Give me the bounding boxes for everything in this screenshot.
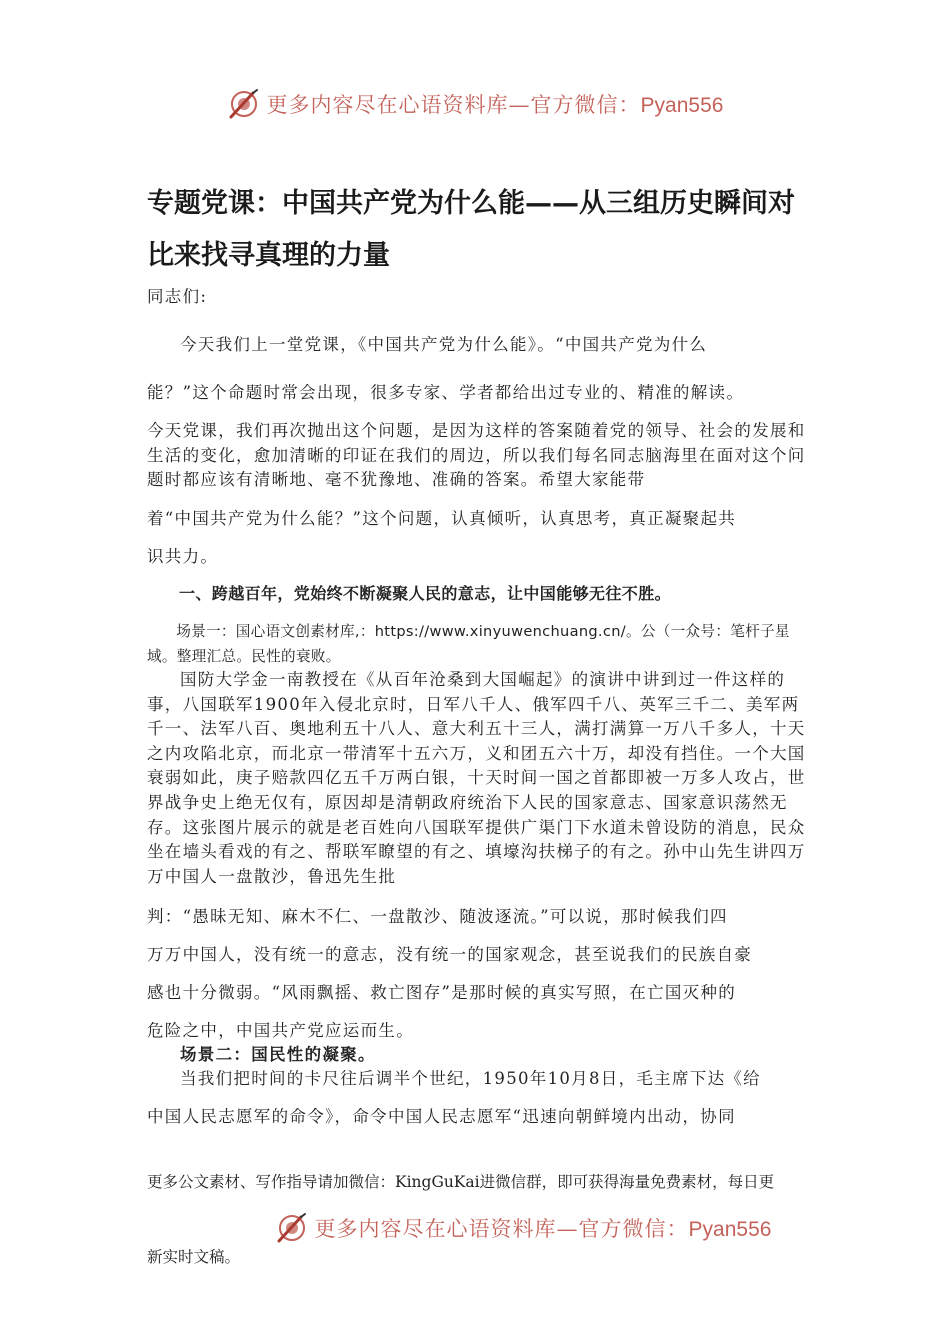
intro-line-2: 能？”这个命题时常会出现，很多专家、学者都给出过专业的、精准的解读。 (147, 383, 745, 402)
scene-2-heading: 场景二：国民性的凝聚。 (180, 1045, 376, 1064)
intro-body: 今天党课，我们再次抛出这个问题，是因为这样的答案随着党的领导、社会的发展和生活的变化，愈加清晰的印证在我们的周边，所以我们每名同志脑海里在面对这个问题时都应该有清晰地、毫不犹豫地、准确的答案。希望大家能带 (147, 421, 806, 490)
section-1-heading: 一、跨越百年，党始终不断凝聚人民的意志，让中国能够无往不胜。 (179, 584, 672, 603)
brush-logo-icon (227, 87, 261, 121)
salutation: 同志们: (147, 287, 208, 306)
header-banner (0, 82, 950, 126)
scene-1-intro: 场景一：国心语文创素材库,：https://www.xinyuwenchuang.cn/。公（一众号：笔杆子星域。整理汇总。民性的衰败。 (147, 623, 790, 665)
scene-1-line-d: 危险之中，中国共产党应运而生。 (147, 1021, 414, 1040)
intro-line-end-2: 识共力。 (147, 547, 219, 566)
scene-1-line-a: 判：“愚昧无知、麻木不仁、一盘散沙、随波逐流。”可以说，那时候我们四 (147, 907, 728, 926)
scene-1-line-b: 万万中国人，没有统一的意志，没有统一的国家观念，甚至说我们的民族自豪 (147, 945, 753, 964)
scene-1-body: 国防大学金一南教授在《从百年沧桑到大国崛起》的演讲中讲到过一件这样的事，八国联军1900年入侵北京时，日军八千人、俄军四千八、英军三千二、美军两千一、法军八百、奥地利五十八人、意大利五十三人，满打满算一万八千多人，十天之内攻陷北京，而北京一带清军十五六万，义和团五六十万，却没有挡住。一个大国衰弱如此，庚子赔款四亿五千万两白银，十天时间一国之首都即被一万多人攻占，世界战争史上绝无仅有，原因却是清朝政府统治下人民的国家意志、国家意识荡然无存。这张图片展示的就是老百姓向八国联军提供广渠门下水道未曾设防的消息，民众坐在墙头看戏的有之、帮联军瞭望的有之、填壕沟扶梯子的有之。孙中山先生讲四万万中国人一盘散沙，鲁迅先生批 (147, 670, 806, 886)
intro-line-1: 今天我们上一堂党课，《中国共产党为什么能》。“中国共产党为什么 (180, 335, 708, 354)
scene-1-line-c: 感也十分微弱。“风雨飘摇、救亡图存”是那时候的真实写照，在亡国灭种的 (147, 983, 737, 1002)
banner-text: 更多内容尽在心语资料库—官方微信：Pyan556 (314, 1217, 772, 1241)
scene-2-line-1: 当我们把时间的卡尺往后调半个世纪，1950年10月8日，毛主席下达《给 (180, 1069, 761, 1088)
banner-text: 更多内容尽在心语资料库—官方微信：Pyan556 (266, 93, 724, 117)
footer-note-line-2: 新实时文稿。 (147, 1248, 241, 1266)
document-title: 专题党课：中国共产党为什么能——从三组历史瞬间对比来找寻真理的力量 (147, 188, 795, 271)
intro-line-end-1: 着“中国共产党为什么能？”这个问题，认真倾听，认真思考，真正凝聚起共 (147, 509, 737, 528)
scene-2-line-2: 中国人民志愿军的命令》，命令中国人民志愿军“迅速向朝鲜境内出动，协同 (147, 1107, 736, 1126)
brush-logo-icon (275, 1211, 309, 1245)
footer-note-line-1: 更多公文素材、写作指导请加微信：KingGuKai进微信群，即可获得海量免费素材，每日更 (147, 1173, 775, 1191)
footer-banner (48, 1206, 950, 1250)
